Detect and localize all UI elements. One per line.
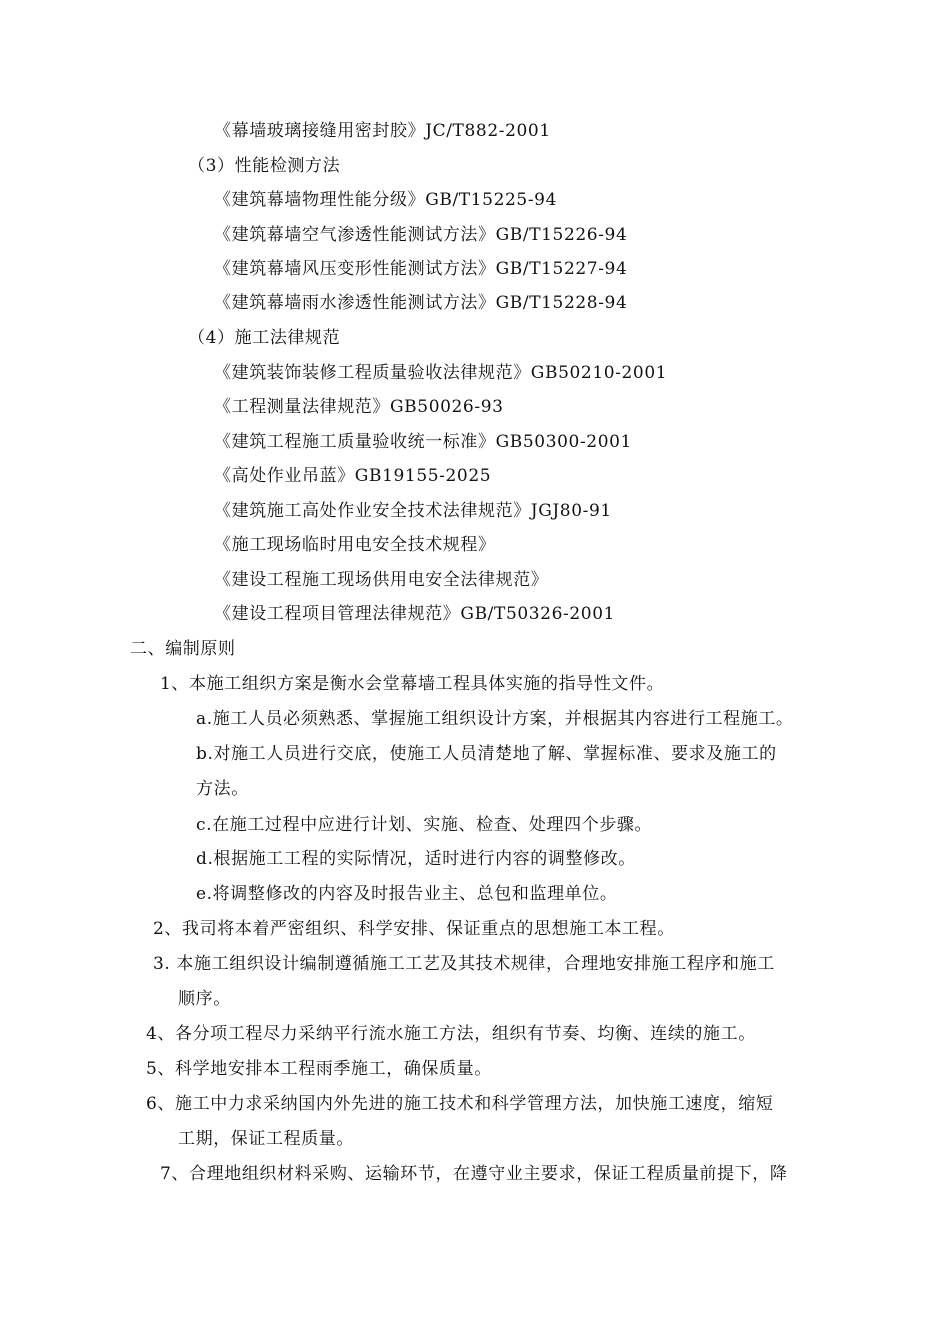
text-line: 《建筑工程施工质量验收统一标准》GB50300-2001 bbox=[214, 432, 632, 452]
section-heading: （4）施工法律规范 bbox=[188, 328, 341, 348]
text-line: 1、本施工组织方案是衡水会堂幕墙工程具体实施的指导性文件。 bbox=[160, 674, 665, 694]
text-line: 顺序。 bbox=[178, 989, 231, 1009]
text-line: 《建设工程施工现场供用电安全法律规范》 bbox=[214, 570, 549, 590]
text-line: 6、施工中力求采纳国内外先进的施工技术和科学管理方法，加快施工速度，缩短 bbox=[146, 1094, 774, 1114]
text-line: 《建筑幕墙雨水渗透性能测试方法》GB/T15228-94 bbox=[214, 293, 628, 313]
text-line: 《建筑幕墙空气渗透性能测试方法》GB/T15226-94 bbox=[214, 225, 628, 245]
text-line: 《施工现场临时用电安全技术规程》 bbox=[214, 535, 496, 555]
section-heading: （3）性能检测方法 bbox=[188, 156, 341, 176]
text-line: 4、各分项工程尽力采纳平行流水施工方法，组织有节奏、均衡、连续的施工。 bbox=[146, 1024, 756, 1044]
text-line: 《建筑幕墙物理性能分级》GB/T15225-94 bbox=[214, 190, 557, 210]
text-line: 《建筑幕墙风压变形性能测试方法》GB/T15227-94 bbox=[214, 259, 628, 279]
text-line: 《高处作业吊蓝》GB19155-2025 bbox=[214, 466, 492, 486]
text-line: 《工程测量法律规范》GB50026-93 bbox=[214, 397, 504, 417]
text-line: 《建筑施工高处作业安全技术法律规范》JGJ80-91 bbox=[214, 501, 612, 521]
text-line: 《建筑装饰装修工程质量验收法律规范》GB50210-2001 bbox=[214, 363, 668, 383]
text-line: 5、科学地安排本工程雨季施工，确保质量。 bbox=[146, 1059, 492, 1079]
text-line: 2、我司将本着严密组织、科学安排、保证重点的思想施工本工程。 bbox=[153, 919, 675, 939]
chapter-heading: 二、编制原则 bbox=[130, 639, 236, 659]
text-line: 3. 本施工组织设计编制遵循施工工艺及其技术规律，合理地安排施工程序和施工 bbox=[153, 954, 775, 974]
text-line: c.在施工过程中应进行计划、实施、检查、处理四个步骤。 bbox=[196, 815, 653, 835]
text-line: 7、合理地组织材料采购、运输环节，在遵守业主要求，保证工程质量前提下，降 bbox=[160, 1164, 788, 1184]
text-line: e.将调整修改的内容及时报告业主、总包和监理单位。 bbox=[196, 884, 618, 904]
text-line: 方法。 bbox=[196, 779, 249, 799]
text-line: 《幕墙玻璃接缝用密封胶》JC/T882-2001 bbox=[214, 121, 551, 141]
text-line: 工期，保证工程质量。 bbox=[178, 1129, 354, 1149]
text-line: a.施工人员必须熟悉、掌握施工组织设计方案，并根据其内容进行工程施工。 bbox=[196, 709, 794, 729]
text-line: 《建设工程项目管理法律规范》GB/T50326-2001 bbox=[214, 604, 616, 624]
text-line: d.根据施工工程的实际情况，适时进行内容的调整修改。 bbox=[196, 849, 636, 869]
text-line: b.对施工人员进行交底，使施工人员清楚地了解、掌握标准、要求及施工的 bbox=[196, 744, 777, 764]
